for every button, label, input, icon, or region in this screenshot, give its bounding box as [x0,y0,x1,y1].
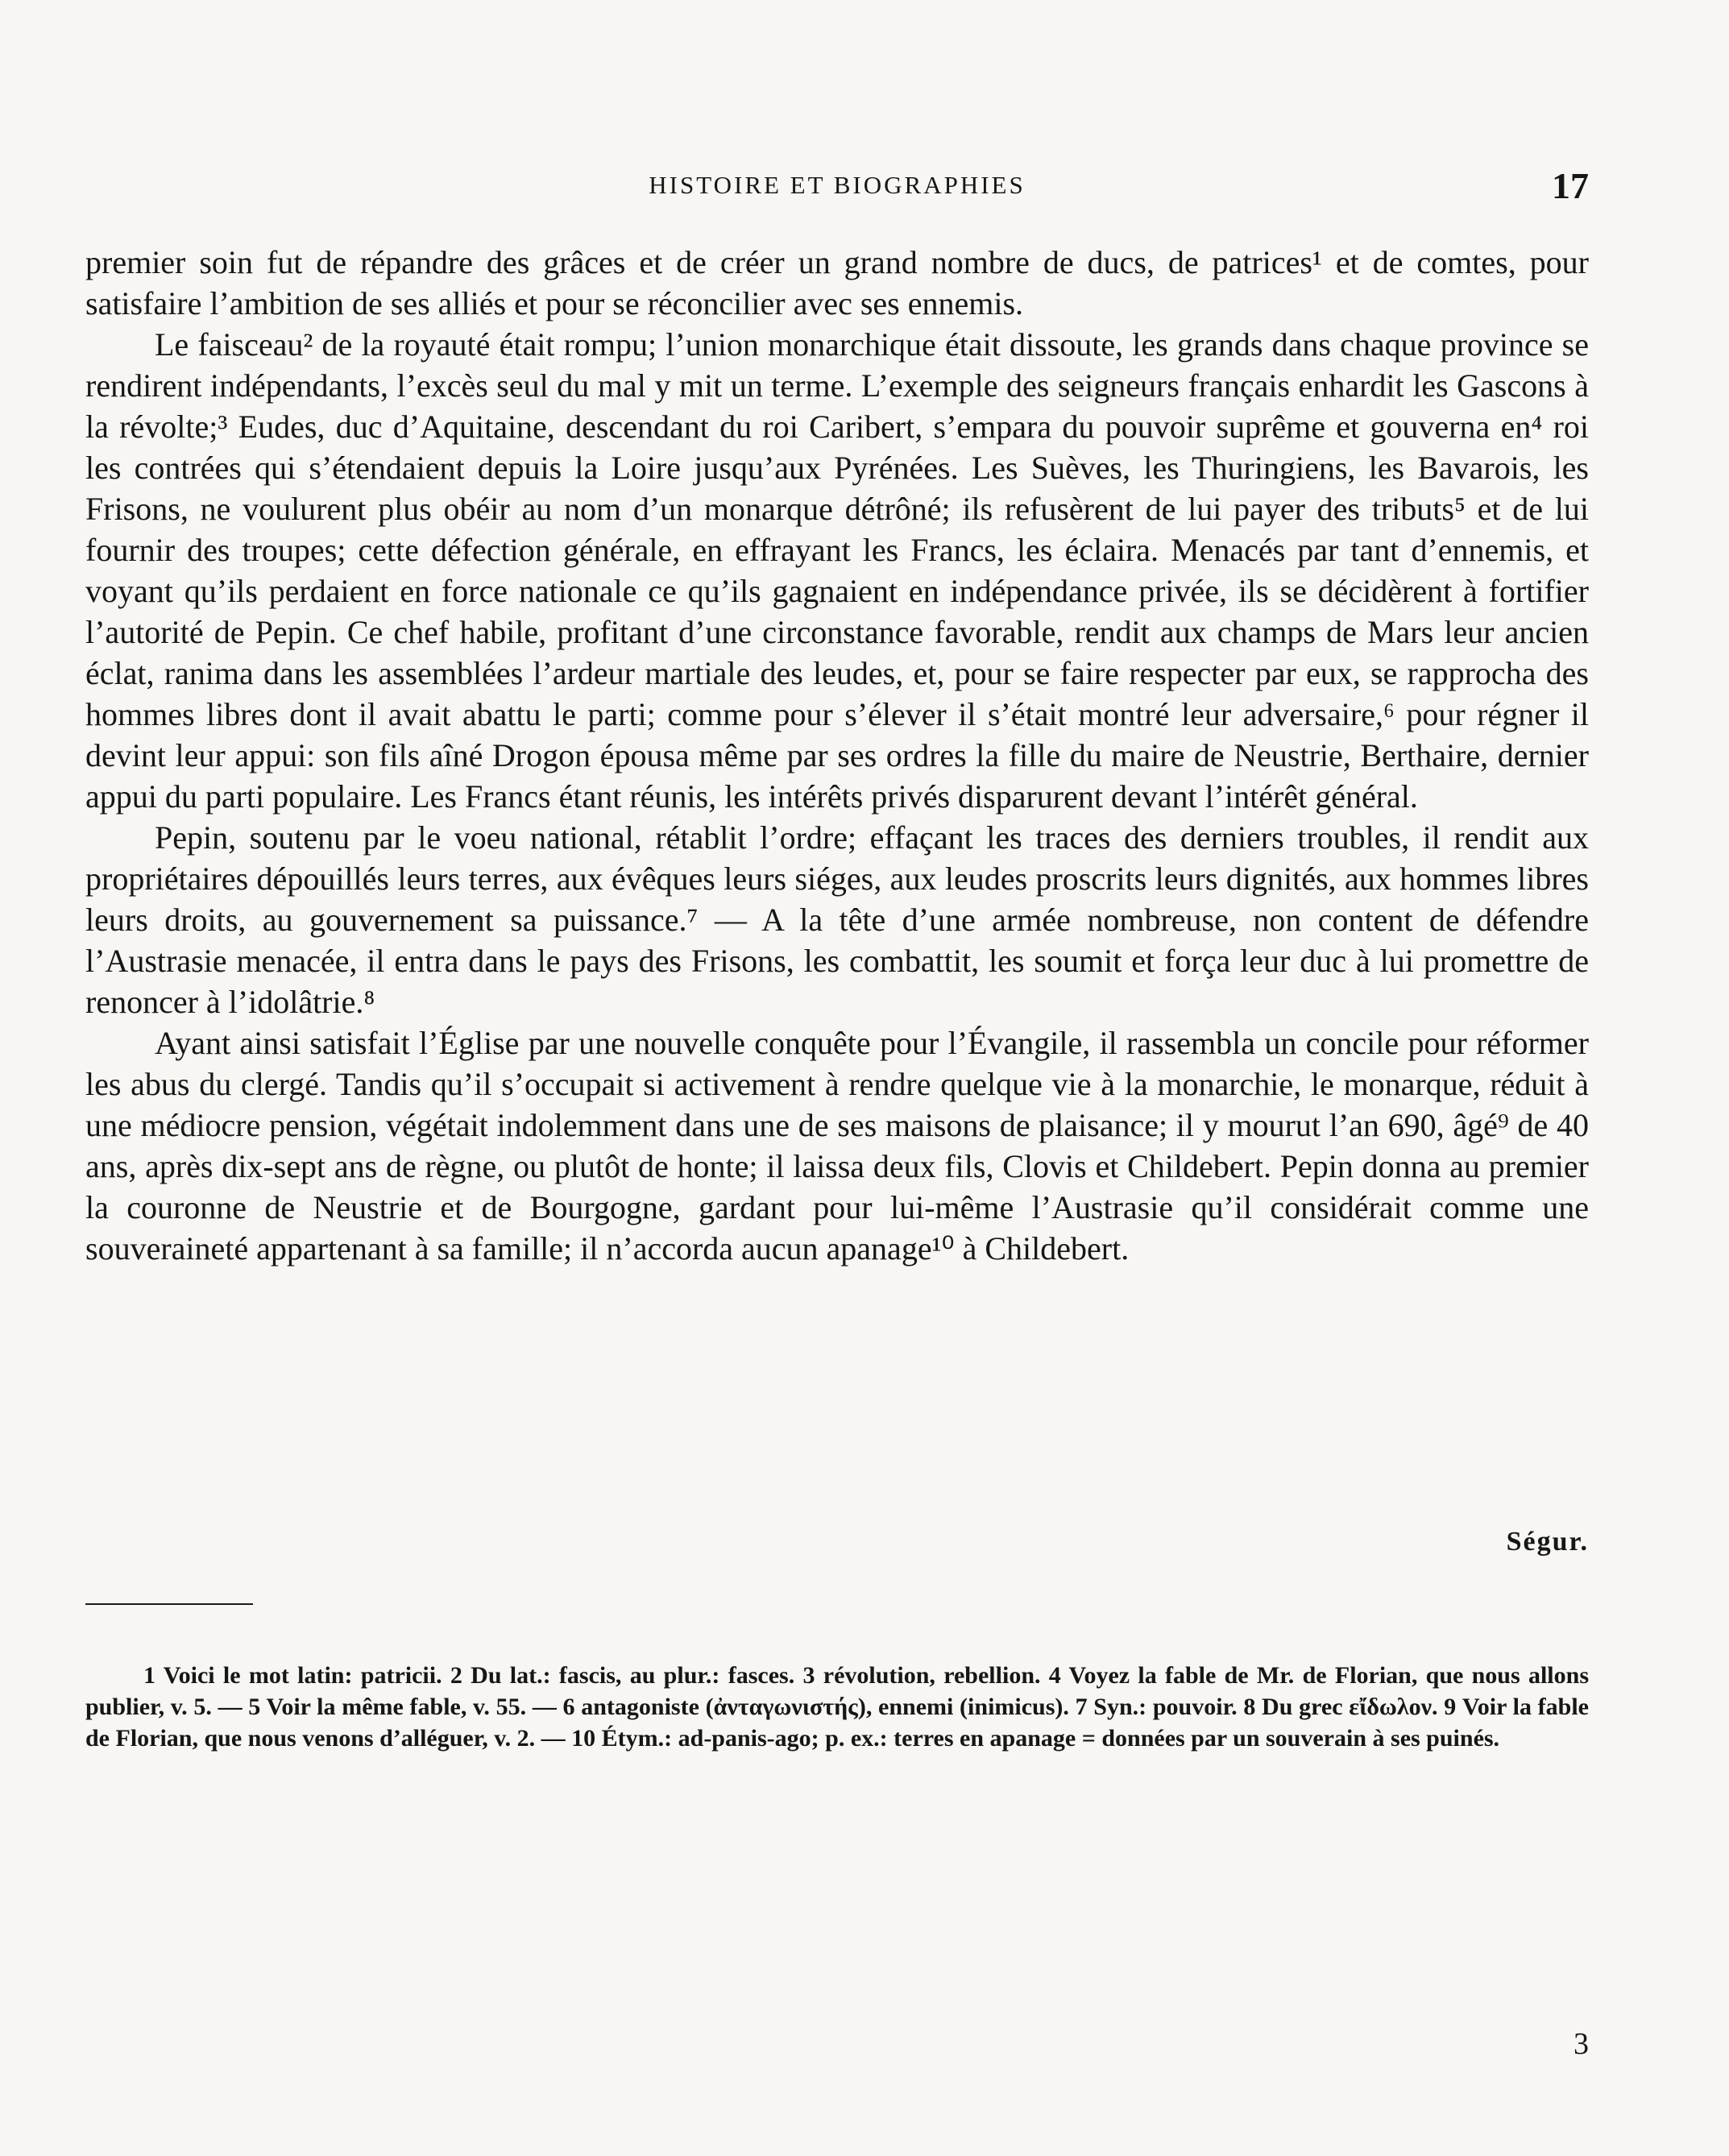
author-signature: Ségur. [1506,1527,1589,1557]
paragraph: Le faisceau² de la royauté était rompu; l’union monarchique était dissoute, les grands dans chaque province se rendirent indépendants, l’excès seul du mal y mit un terme. L’exemple des seigneurs français enhardit les Gascons à la révolte;³ Eudes, duc d’Aquitaine, descendant du roi Caribert, s’empara du pouvoir suprême et gouverna en⁴ roi les contrées qui s’étendaient depuis la Loire jusqu’aux Pyrénées. Les Suèves, les Thuringiens, les Bavarois, les Frisons, ne voulurent plus obéir au nom d’un monarque détrôné; ils refusèrent de lui payer des tributs⁵ et de lui fournir des troupes; cette défection générale, en effrayant les Francs, les éclaira. Menacés par tant d’ennemis, et voyant qu’ils perdaient en force nationale ce qu’ils gagnaient en indépendance privée, ils se décidèrent à fortifier l’autorité de Pepin. Ce chef habile, profitant d’une circonstance favorable, rendit aux champs de Mars leur ancien éclat, ranima dans les assemblées l’ardeur martiale des leudes, et, pour se faire respecter par eux, se rapprocha des hommes libres dont il avait abattu le parti; comme pour s’élever il s’était montré leur adversaire,⁶ pour régner il devint leur appui: son fils aîné Drogon épousa même par ses ordres la fille du maire de Neustrie, Berthaire, dernier appui du parti populaire. Les Francs étant réunis, les intérêts privés disparurent devant l’intérêt général. [85,326,1589,815]
footnotes [85,1660,1589,1754]
paragraph: Ayant ainsi satisfait l’Église par une nouvelle conquête pour l’Évangile, il rassembla un concile pour réformer les abus du clergé. Tandis qu’il s’occupait si activement à rendre quelque vie à la monarchie, le monarque, réduit à une médiocre pension, végétait indolemment dans une de ses maisons de plaisance; il y mourut l’an 690, âgé⁹ de 40 ans, après dix-sept ans de règne, ou plutôt de honte; il laissa deux fils, Clovis et Childebert. Pepin donna au premier la couronne de Neustrie et de Bourgogne, gardant pour lui-même l’Austrasie qu’il considérait comme une souveraineté appartenant à sa famille; il n’accorda aucun apanage¹⁰ à Childebert. [85,1025,1589,1267]
footnote-rule [85,1603,253,1605]
signature-mark: 3 [1574,2027,1589,2061]
paragraph: Pepin, soutenu par le voeu national, rétablit l’ordre; effaçant les traces des derniers troubles, il rendit aux propriétaires dépouillés leurs terres, aux évêques leurs siéges, aux leudes proscrits leurs dignités, aux hommes libres leurs droits, au gouvernement sa puissance.⁷ — A la tête d’une armée nombreuse, non content de défendre l’Austrasie menacée, il entra dans le pays des Frisons, les combattit, les soumit et força leur duc à lui promettre de renoncer à l’idolâtrie.⁸ [85,819,1589,1020]
body-text [85,242,1589,1269]
page-header [85,165,1589,219]
page-number: 17 [1552,165,1589,206]
paragraph: premier soin fut de répandre des grâces et de créer un grand nombre de ducs, de patrices¹ et de comtes, pour satisfaire l’ambition de ses alliés et pour se réconcilier avec ses ennemis. [85,244,1589,321]
footnote-text: 1 Voici le mot latin: patricii. 2 Du lat.: fascis, au plur.: fasces. 3 révolution, rebellion. 4 Voyez la fable de Mr. de Florian, que nous allons publier, v. 5. — 5 Voir la même fable, v. 55. — 6 antagoniste (ἀνταγωνιστής), ennemi (inimicus). 7 Syn.: pouvoir. 8 Du grec εἴδωλον. 9 Voir la fable de Florian, que nous venons d’alléguer, v. 2. — 10 Étym.: ad-panis-ago; p. ex.: terres en apanage = données par un souverain à ses puinés. [85,1662,1589,1752]
running-head: HISTOIRE ET BIOGRAPHIES [649,171,1026,199]
